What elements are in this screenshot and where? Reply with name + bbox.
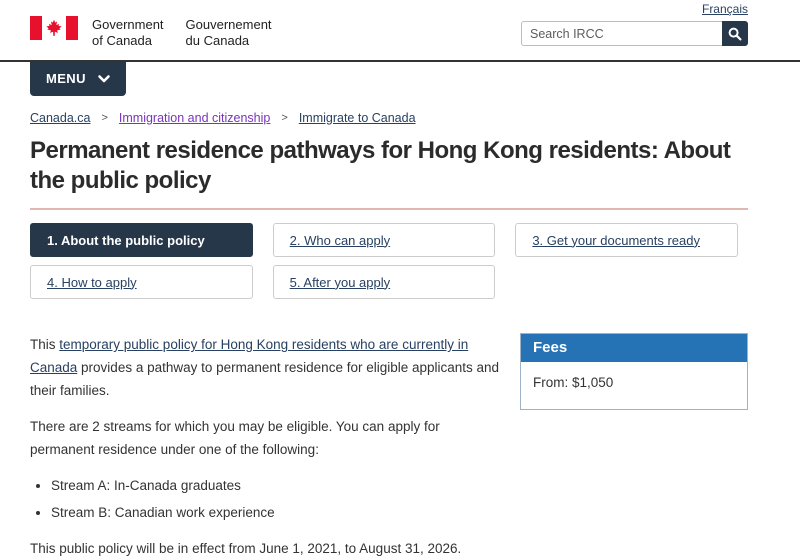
page-title: Permanent residence pathways for Hong Kong residents: About the public policy xyxy=(30,136,748,210)
list-item-stream-a: • Stream A: In-Canada graduates xyxy=(51,474,500,497)
maple-leaf-icon xyxy=(45,18,63,38)
main-content xyxy=(30,333,748,560)
intro-prefix: This xyxy=(30,337,60,352)
site-header xyxy=(0,0,800,60)
list-item-stream-b: • Stream B: Canadian work experience xyxy=(51,501,500,524)
flag-right-band xyxy=(66,16,78,40)
chevron-down-icon xyxy=(98,75,110,83)
flag-center xyxy=(42,16,66,40)
intro-paragraph xyxy=(30,333,500,402)
breadcrumb-link-immigration-and-citizenship[interactable]: Immigration and citizenship xyxy=(118,111,271,125)
step-tab-get-your-documents-ready xyxy=(515,223,738,257)
breadcrumb-link-immigrate-to-canada[interactable]: Immigrate to Canada xyxy=(298,111,416,125)
breadcrumb-separator: > xyxy=(281,112,288,124)
search-button[interactable] xyxy=(722,21,748,46)
government-of-canada-signature[interactable] xyxy=(30,16,272,50)
signature-french: Gouvernement du Canada xyxy=(185,17,272,49)
step-link[interactable]: 4. How to apply xyxy=(47,274,137,290)
fees-amount: From: $1,050 xyxy=(533,375,614,390)
breadcrumb xyxy=(30,111,800,125)
body-text-column xyxy=(30,333,500,560)
signature-english: Government of Canada xyxy=(92,17,164,49)
canada-flag-icon xyxy=(30,16,78,40)
search-input[interactable] xyxy=(521,21,722,46)
site-search xyxy=(521,21,748,46)
step-label: 1. About the public policy xyxy=(47,232,205,248)
step-navigation xyxy=(30,223,738,299)
language-toggle-link[interactable]: Français xyxy=(701,2,748,16)
menu-button[interactable]: MENU xyxy=(30,62,126,96)
step-link[interactable]: 2. Who can apply xyxy=(289,232,391,248)
streams-paragraph: There are 2 streams for which you may be eligible. You can apply for permanent residence under one of the following: xyxy=(30,419,440,457)
fees-box xyxy=(520,333,748,410)
step-tab-how-to-apply xyxy=(30,265,253,299)
breadcrumb-link-canada-ca[interactable]: Canada.ca xyxy=(30,111,91,125)
temporary-public-policy-link[interactable]: temporary public policy for Hong Kong residents who are currently in Canada xyxy=(30,337,469,375)
search-icon xyxy=(728,27,742,41)
step-tab-after-you-apply xyxy=(273,265,496,299)
breadcrumb-separator: > xyxy=(101,112,108,124)
streams-list xyxy=(30,474,500,524)
intro-suffix: provides a pathway to permanent residence for eligible applicants and their families. xyxy=(30,360,500,398)
flag-left-band xyxy=(30,16,42,40)
step-tab-about-the-public-policy[interactable] xyxy=(30,223,253,257)
signature-text xyxy=(92,16,272,50)
fees-box-title: Fees xyxy=(521,334,747,362)
step-link[interactable]: 3. Get your documents ready xyxy=(532,232,700,248)
step-link[interactable]: 5. After you apply xyxy=(289,274,391,290)
step-tab-who-can-apply xyxy=(273,223,496,257)
effective-dates-paragraph: This public policy will be in effect from June 1, 2021, to August 31, 2026. xyxy=(30,541,462,556)
